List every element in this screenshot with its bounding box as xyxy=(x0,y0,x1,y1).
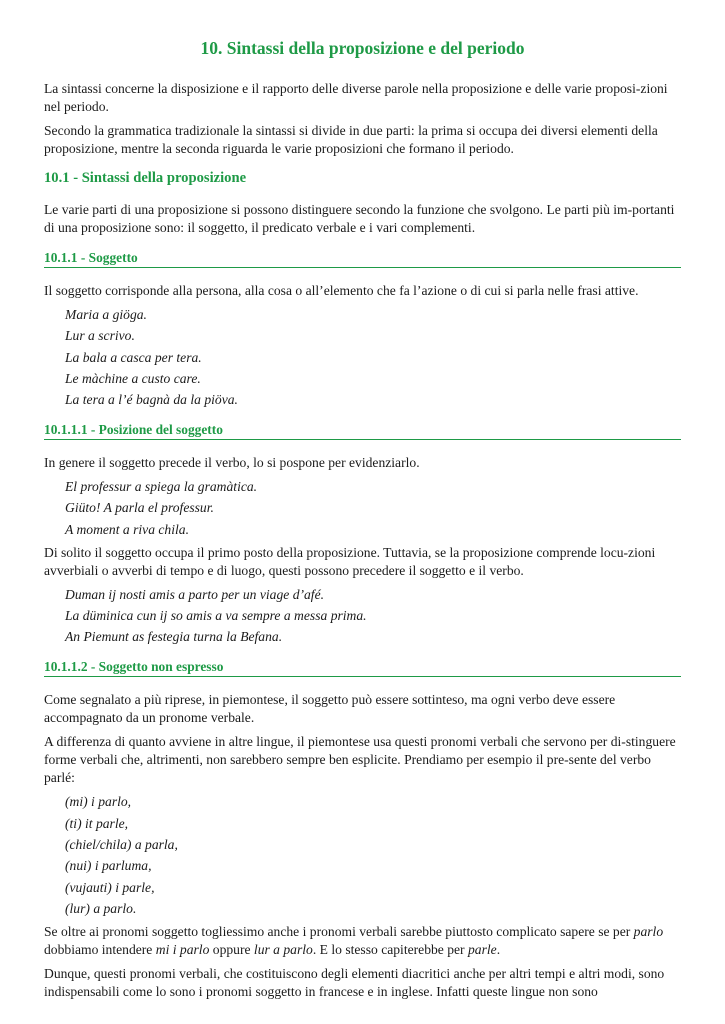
section-10-1-1-1-paragraph-2: Di solito il soggetto occupa il primo posto della proposizione. Tuttavia, se la proposizione comprende locu-zioni avverbiali o avverbi di tempo e di luogo, questi possono precedere il soggetto e il verbo. xyxy=(44,544,656,578)
example-line: Lur a scrivo. xyxy=(65,328,135,344)
example-line: An Piemunt as festegia turna la Befana. xyxy=(65,629,283,645)
italic-run: parlo xyxy=(633,923,664,939)
text-run: oppure xyxy=(209,941,254,957)
example-line: Giüto! A parla el professur. xyxy=(65,500,214,516)
example-line: Maria a giöga. xyxy=(65,307,147,322)
example-line: (chiel/chila) a parla, xyxy=(65,836,178,852)
example-line: (mi) i parlo, xyxy=(65,794,132,810)
section-10-1-1-paragraph: Il soggetto corrisponde alla persona, alla cosa o all’elemento che fa l’azione o di cui si parla nelle frasi attive. xyxy=(44,283,639,298)
example-line: (ti) it parle, xyxy=(65,815,129,831)
example-list-conjugation xyxy=(44,793,681,917)
section-10-1-paragraph: Le varie parti di una proposizione si possono distinguere secondo la funzione che svolgono. Le parti più im-portanti di una proposizione sono: il soggetto, il predicato verbale e i vari complementi. xyxy=(44,202,675,235)
document-page xyxy=(44,36,681,1007)
page-title: 10. Sintassi della proposizione e del periodo xyxy=(200,38,525,58)
example-line: La tera a l’é bagnà da la piöva. xyxy=(65,392,238,408)
italic-run: lur a parlo xyxy=(253,941,313,957)
text-run: . E lo stesso capiterebbe per xyxy=(312,941,468,957)
section-10-1-1-2-paragraph-1: Come segnalato a più riprese, in piemontese, il soggetto può essere sottinteso, ma ogni verbo deve essere accompagnato da un pronome verbale. xyxy=(44,692,616,726)
example-line: (lur) a parlo. xyxy=(65,900,137,916)
example-line: (nui) i parluma, xyxy=(65,858,152,874)
example-line: Duman ij nosti amis a parto per un viage d’afé. xyxy=(65,586,325,602)
section-heading-10-1: 10.1 - Sintassi della proposizione xyxy=(44,170,247,186)
section-heading-10-1-1-1: 10.1.1.1 - Posizione del soggetto xyxy=(44,421,681,440)
section-heading-10-1-1-2: 10.1.1.2 - Soggetto non espresso xyxy=(44,658,681,677)
example-line: Le màchine a custo care. xyxy=(65,370,201,386)
example-line: A moment a riva chila. xyxy=(65,521,189,537)
text-run: dobbiamo intendere xyxy=(44,941,156,957)
intro-paragraph-2: Secondo la grammatica tradizionale la sintassi si divide in due parti: la prima si occupa dei diversi elementi della proposizione, mentre la seconda riguarda le varie proposizioni che formano il periodo. xyxy=(44,123,658,156)
section-10-1-1-2-paragraph-3 xyxy=(44,923,681,959)
section-10-1-1-2-paragraph-4: Dunque, questi pronomi verbali, che costituiscono degli elementi diacritici anche per altri tempi e altri modi, sono indispensabili come lo sono i pronomi soggetto in francese e in inglese. Infatti queste lingue non sono xyxy=(44,965,665,999)
section-10-1-1-2-paragraph-2: A differenza di quanto avviene in altre lingue, il piemontese usa questi pronomi verbali che servono per di-stinguere forme verbali che, altrimenti, non sarebbero sempre ben esplicite. Prendiamo per esempio il pre-sente del verbo parlé: xyxy=(44,734,676,786)
intro-paragraph-1: La sintassi concerne la disposizione e il rapporto delle diverse parole nella proposizione e delle varie proposi-zioni nel periodo. xyxy=(44,81,668,114)
example-line: La düminica cun ij so amis a va sempre a messa prima. xyxy=(65,608,367,624)
example-line: La bala a casca per tera. xyxy=(65,349,202,365)
italic-run: mi i parlo xyxy=(155,941,210,957)
example-line: (vujauti) i parle, xyxy=(65,879,155,895)
text-run: Se oltre ai pronomi soggetto togliessimo anche i pronomi verbali sarebbe piuttosto complicato sapere se per xyxy=(44,923,634,939)
example-list-soggetto xyxy=(44,306,681,409)
italic-run: parle xyxy=(467,941,497,957)
section-heading-10-1-1: 10.1.1 - Soggetto xyxy=(44,249,681,268)
text-run: . xyxy=(496,941,501,957)
section-10-1-1-1-paragraph-1: In genere il soggetto precede il verbo, lo si pospone per evidenziarlo. xyxy=(44,455,420,471)
example-line: El professur a spiega la gramàtica. xyxy=(65,479,258,495)
example-list-posizione-1 xyxy=(44,478,681,539)
example-list-posizione-2 xyxy=(44,586,681,647)
